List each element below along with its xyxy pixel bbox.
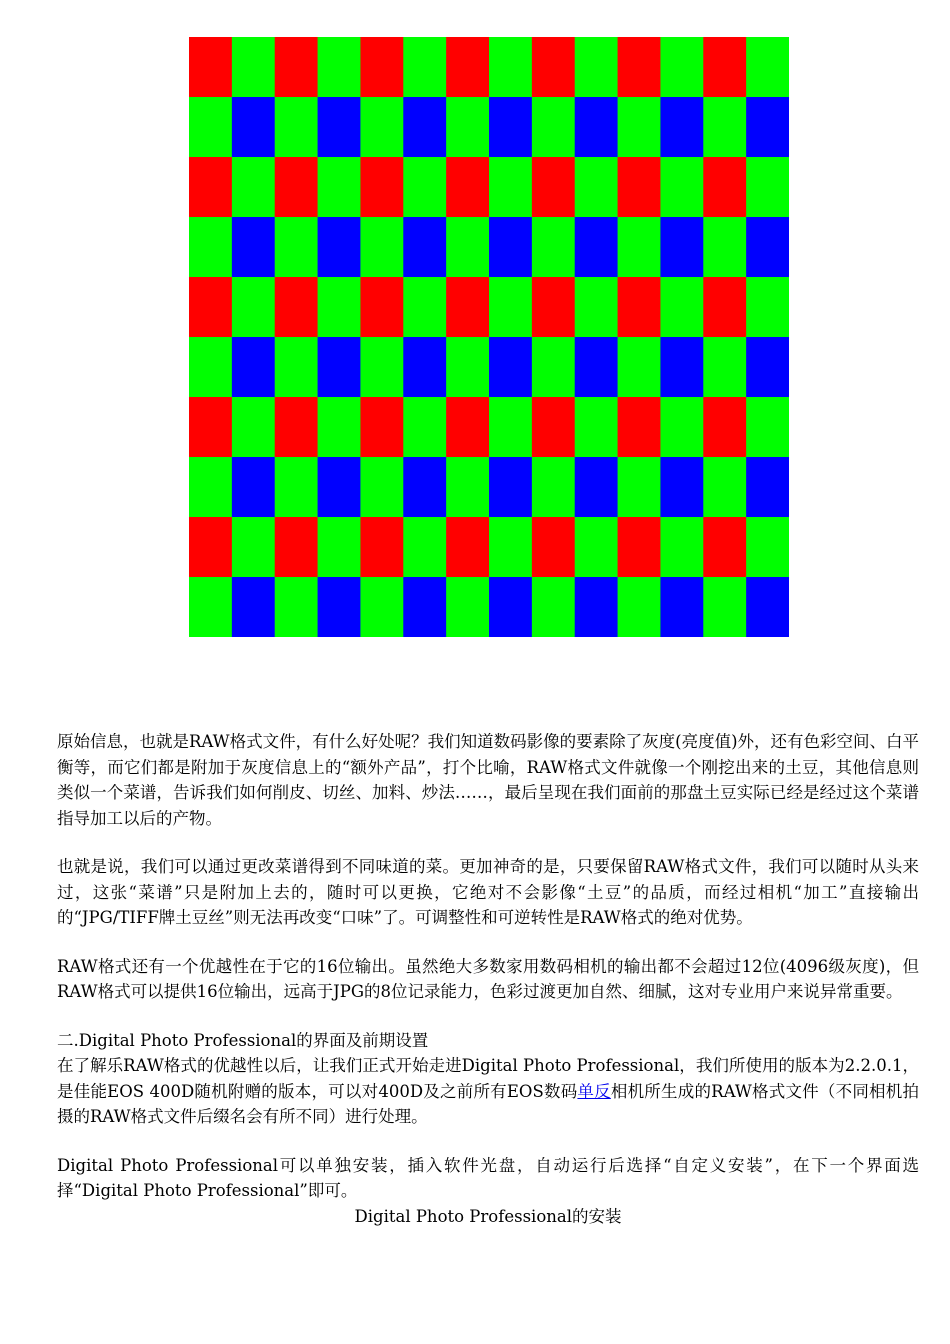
bayer-cell-green bbox=[703, 577, 746, 637]
bayer-cell-green bbox=[189, 97, 232, 158]
bayer-cell-red bbox=[703, 277, 746, 338]
bayer-cell-green bbox=[532, 457, 575, 518]
bayer-cell-red bbox=[360, 157, 403, 218]
bayer-cell-green bbox=[489, 157, 532, 218]
bayer-cell-green bbox=[618, 337, 661, 398]
bayer-cell-green bbox=[275, 217, 318, 278]
bayer-cell-green bbox=[575, 517, 618, 578]
bayer-cell-red bbox=[532, 517, 575, 578]
bayer-cell-green bbox=[618, 97, 661, 158]
bayer-cell-red bbox=[446, 517, 489, 578]
bayer-cell-blue bbox=[489, 217, 532, 278]
bayer-cell-blue bbox=[232, 337, 275, 398]
bayer-cell-green bbox=[446, 97, 489, 158]
bayer-cell-green bbox=[660, 397, 703, 458]
article-body bbox=[57, 729, 919, 1229]
bayer-cell-red bbox=[275, 157, 318, 218]
bayer-cell-blue bbox=[318, 97, 361, 158]
bayer-cell-green bbox=[403, 157, 446, 218]
dslr-link[interactable]: 单反 bbox=[577, 1081, 611, 1101]
bayer-cell-green bbox=[575, 397, 618, 458]
bayer-filter-image bbox=[189, 37, 789, 637]
bayer-cell-red bbox=[703, 37, 746, 98]
paragraph-dpp-intro bbox=[57, 1053, 919, 1130]
bayer-cell-blue bbox=[660, 97, 703, 158]
bayer-cell-red bbox=[275, 397, 318, 458]
bayer-cell-red bbox=[189, 517, 232, 578]
bayer-cell-red bbox=[703, 397, 746, 458]
bayer-cell-red bbox=[275, 37, 318, 98]
image-caption: Digital Photo Professional的安装 bbox=[354, 1206, 622, 1226]
bayer-cell-green bbox=[489, 517, 532, 578]
bayer-cell-green bbox=[618, 217, 661, 278]
bayer-cell-green bbox=[403, 397, 446, 458]
bayer-grid bbox=[189, 37, 789, 637]
bayer-cell-green bbox=[489, 397, 532, 458]
bayer-cell-red bbox=[532, 397, 575, 458]
bayer-cell-green bbox=[575, 37, 618, 98]
bayer-cell-blue bbox=[746, 97, 789, 158]
bayer-cell-green bbox=[318, 397, 361, 458]
bayer-cell-red bbox=[618, 277, 661, 338]
bayer-cell-blue bbox=[232, 457, 275, 518]
bayer-cell-blue bbox=[403, 217, 446, 278]
bayer-cell-green bbox=[360, 457, 403, 518]
bayer-cell-green bbox=[446, 577, 489, 637]
bayer-cell-green bbox=[618, 457, 661, 518]
bayer-cell-green bbox=[403, 37, 446, 98]
bayer-cell-green bbox=[189, 457, 232, 518]
bayer-cell-green bbox=[232, 397, 275, 458]
bayer-cell-green bbox=[703, 337, 746, 398]
bayer-cell-blue bbox=[318, 577, 361, 637]
bayer-cell-red bbox=[446, 157, 489, 218]
bayer-cell-green bbox=[532, 337, 575, 398]
bayer-cell-blue bbox=[660, 457, 703, 518]
bayer-cell-blue bbox=[575, 217, 618, 278]
bayer-cell-red bbox=[275, 517, 318, 578]
bayer-cell-blue bbox=[575, 577, 618, 637]
bayer-cell-green bbox=[532, 577, 575, 637]
bayer-cell-red bbox=[532, 37, 575, 98]
paragraph-installation: Digital Photo Professional可以单独安装，插入软件光盘，自动运行后选择“自定义安装”，在下一个界面选择“Digital Photo Professional”即可。 bbox=[57, 1155, 919, 1200]
bayer-cell-green bbox=[746, 517, 789, 578]
bayer-cell-blue bbox=[575, 337, 618, 398]
bayer-cell-blue bbox=[575, 97, 618, 158]
bayer-cell-green bbox=[189, 577, 232, 637]
bayer-cell-red bbox=[189, 157, 232, 218]
bayer-cell-blue bbox=[403, 577, 446, 637]
bayer-cell-blue bbox=[489, 337, 532, 398]
bayer-cell-green bbox=[318, 157, 361, 218]
bayer-cell-green bbox=[575, 157, 618, 218]
bayer-cell-green bbox=[189, 217, 232, 278]
bayer-cell-red bbox=[618, 37, 661, 98]
bayer-cell-green bbox=[318, 37, 361, 98]
bayer-cell-blue bbox=[232, 97, 275, 158]
bayer-cell-green bbox=[275, 337, 318, 398]
bayer-cell-green bbox=[360, 217, 403, 278]
bayer-cell-blue bbox=[746, 337, 789, 398]
bayer-cell-blue bbox=[660, 217, 703, 278]
bayer-cell-red bbox=[189, 397, 232, 458]
bayer-cell-red bbox=[446, 397, 489, 458]
bayer-cell-blue bbox=[318, 457, 361, 518]
bayer-cell-green bbox=[318, 517, 361, 578]
paragraph-16bit-output: RAW格式还有一个优越性在于它的16位输出。虽然绝大多数家用数码相机的输出都不会超过12位(4096级灰度)，但RAW格式可以提供16位输出，远高于JPG的8位记录能力，色彩过渡更加自然、细腻，这对专业用户来说异常重要。 bbox=[57, 956, 919, 1001]
bayer-cell-blue bbox=[660, 337, 703, 398]
dpp-intro-text-end: 相机所生成的RAW格式文件（不同相机拍摄的RAW格式文件后缀名会有所不同）进行处理。 bbox=[57, 1081, 919, 1126]
bayer-cell-red bbox=[360, 517, 403, 578]
bayer-cell-blue bbox=[489, 97, 532, 158]
bayer-cell-red bbox=[275, 277, 318, 338]
bayer-cell-red bbox=[189, 37, 232, 98]
bayer-cell-red bbox=[703, 157, 746, 218]
bayer-cell-green bbox=[660, 277, 703, 338]
bayer-cell-blue bbox=[318, 337, 361, 398]
bayer-cell-red bbox=[703, 517, 746, 578]
bayer-cell-green bbox=[703, 457, 746, 518]
bayer-cell-blue bbox=[403, 337, 446, 398]
bayer-cell-blue bbox=[746, 217, 789, 278]
bayer-cell-green bbox=[275, 457, 318, 518]
bayer-cell-red bbox=[189, 277, 232, 338]
bayer-cell-green bbox=[275, 577, 318, 637]
bayer-cell-green bbox=[189, 337, 232, 398]
bayer-cell-green bbox=[746, 37, 789, 98]
bayer-cell-green bbox=[489, 277, 532, 338]
bayer-cell-green bbox=[403, 517, 446, 578]
bayer-cell-green bbox=[746, 157, 789, 218]
bayer-cell-green bbox=[575, 277, 618, 338]
bayer-cell-blue bbox=[660, 577, 703, 637]
bayer-cell-blue bbox=[318, 217, 361, 278]
bayer-cell-green bbox=[703, 217, 746, 278]
bayer-cell-green bbox=[532, 97, 575, 158]
bayer-cell-green bbox=[746, 277, 789, 338]
section-heading: 二.Digital Photo Professional的界面及前期设置 bbox=[57, 1030, 429, 1050]
dpp-intro-text-start: 在了解乐RAW格式的优越性以后，让我们正式开始走进Digital Photo Professional，我们所使用的版本为2.2.0.1，是佳能EOS 400D随机附赠的版本，可以对400D及之前所有EOS数码 bbox=[57, 1056, 919, 1101]
bayer-cell-green bbox=[446, 217, 489, 278]
bayer-cell-blue bbox=[746, 577, 789, 637]
bayer-cell-blue bbox=[746, 457, 789, 518]
bayer-cell-blue bbox=[403, 97, 446, 158]
bayer-cell-red bbox=[360, 397, 403, 458]
bayer-cell-green bbox=[489, 37, 532, 98]
bayer-cell-red bbox=[532, 157, 575, 218]
bayer-cell-red bbox=[532, 277, 575, 338]
bayer-cell-red bbox=[618, 397, 661, 458]
bayer-cell-green bbox=[360, 577, 403, 637]
bayer-cell-green bbox=[532, 217, 575, 278]
bayer-cell-green bbox=[446, 337, 489, 398]
bayer-cell-red bbox=[360, 277, 403, 338]
bayer-cell-green bbox=[746, 397, 789, 458]
bayer-cell-green bbox=[660, 157, 703, 218]
bayer-cell-green bbox=[232, 277, 275, 338]
bayer-cell-green bbox=[360, 337, 403, 398]
bayer-cell-red bbox=[618, 517, 661, 578]
bayer-cell-green bbox=[275, 97, 318, 158]
bayer-cell-green bbox=[360, 97, 403, 158]
bayer-cell-blue bbox=[232, 577, 275, 637]
bayer-cell-blue bbox=[489, 577, 532, 637]
bayer-cell-green bbox=[318, 277, 361, 338]
bayer-cell-green bbox=[660, 37, 703, 98]
bayer-cell-green bbox=[232, 37, 275, 98]
bayer-cell-blue bbox=[575, 457, 618, 518]
bayer-cell-green bbox=[232, 157, 275, 218]
bayer-cell-red bbox=[446, 277, 489, 338]
bayer-cell-blue bbox=[232, 217, 275, 278]
bayer-cell-red bbox=[446, 37, 489, 98]
bayer-cell-green bbox=[446, 457, 489, 518]
bayer-cell-blue bbox=[403, 457, 446, 518]
bayer-cell-red bbox=[360, 37, 403, 98]
bayer-cell-green bbox=[703, 97, 746, 158]
bayer-cell-green bbox=[232, 517, 275, 578]
bayer-cell-green bbox=[403, 277, 446, 338]
bayer-cell-red bbox=[618, 157, 661, 218]
bayer-cell-green bbox=[660, 517, 703, 578]
bayer-cell-green bbox=[618, 577, 661, 637]
paragraph-raw-benefits: 原始信息，也就是RAW格式文件，有什么好处呢？我们知道数码影像的要素除了灰度(亮度值)外，还有色彩空间、白平衡等，而它们都是附加于灰度信息上的“额外产品”，打个比喻，RAW格式文件就像一个刚挖出来的土豆，其他信息则类似一个菜谱，告诉我们如何削皮、切丝、加料、炒法……，最后呈现在我们面前的那盘土豆实际已经是经过这个菜谱指导加工以后的产物。 bbox=[57, 732, 920, 828]
bayer-cell-blue bbox=[489, 457, 532, 518]
paragraph-recipe-analogy: 也就是说，我们可以通过更改菜谱得到不同味道的菜。更加神奇的是，只要保留RAW格式文件，我们可以随时从头来过，这张“菜谱”只是附加上去的，随时可以更换，它绝对不会影像“土豆”的品质，而经过相机“加工”直接输出的“JPG/TIFF牌土豆丝”则无法再改变“口味”了。可调整性和可逆转性是RAW格式的绝对优势。 bbox=[57, 857, 919, 927]
